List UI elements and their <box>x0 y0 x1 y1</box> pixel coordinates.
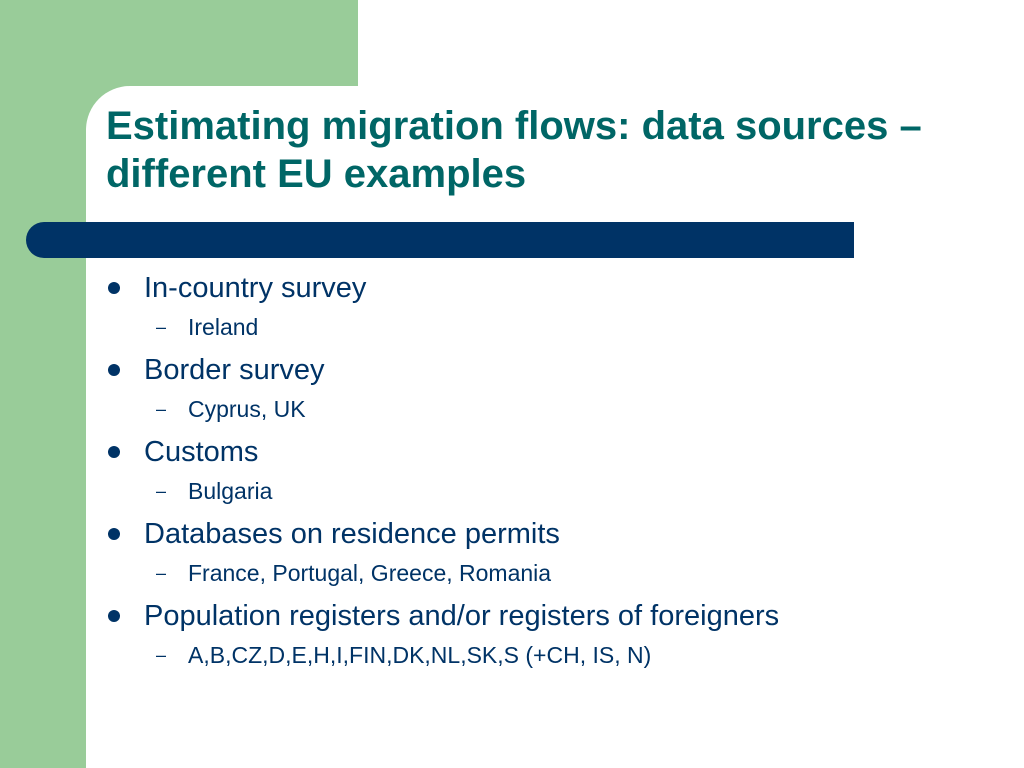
bullet-row <box>144 268 1006 308</box>
sub-bullet-row <box>144 554 1006 592</box>
sub-bullet-row <box>144 636 1006 674</box>
bullet-row <box>144 432 1006 472</box>
sub-bullet-text: Cyprus, UK <box>188 396 306 422</box>
list-item <box>106 432 1006 510</box>
bullet-text: Databases on residence permits <box>144 518 560 550</box>
bullet-text: In-country survey <box>144 272 367 304</box>
bullet-text: Customs <box>144 436 259 468</box>
dash-icon: – <box>156 481 167 501</box>
slide-title: Estimating migration flows: data sources – different EU examples <box>106 104 922 196</box>
sub-bullet-text: France, Portugal, Greece, Romania <box>188 560 552 586</box>
sub-bullet-row <box>144 472 1006 510</box>
dash-icon: – <box>156 399 167 419</box>
dash-icon: – <box>156 317 167 337</box>
sub-bullet-text: Ireland <box>188 314 259 340</box>
bullet-row <box>144 596 1006 636</box>
bullet-text: Population registers and/or registers of foreigners <box>144 600 780 632</box>
bullet-icon <box>108 610 120 622</box>
bullet-icon <box>108 282 120 294</box>
bullet-text: Border survey <box>144 354 325 386</box>
bullet-row <box>144 350 1006 390</box>
sub-bullet-text: A,B,CZ,D,E,H,I,FIN,DK,NL,SK,S (+CH, IS, N) <box>188 642 652 668</box>
sub-bullet-row <box>144 390 1006 428</box>
title-underline-bar <box>26 222 854 258</box>
list-item <box>106 268 1006 346</box>
list-item <box>106 350 1006 428</box>
list-item <box>106 596 1006 674</box>
dash-icon: – <box>156 645 167 665</box>
bullet-icon <box>108 528 120 540</box>
bullet-icon <box>108 364 120 376</box>
bullet-icon <box>108 446 120 458</box>
sub-bullet-row <box>144 308 1006 346</box>
sub-bullet-text: Bulgaria <box>188 478 273 504</box>
bullet-list <box>106 268 1006 678</box>
bullet-row <box>144 514 1006 554</box>
dash-icon: – <box>156 563 167 583</box>
list-item <box>106 514 1006 592</box>
